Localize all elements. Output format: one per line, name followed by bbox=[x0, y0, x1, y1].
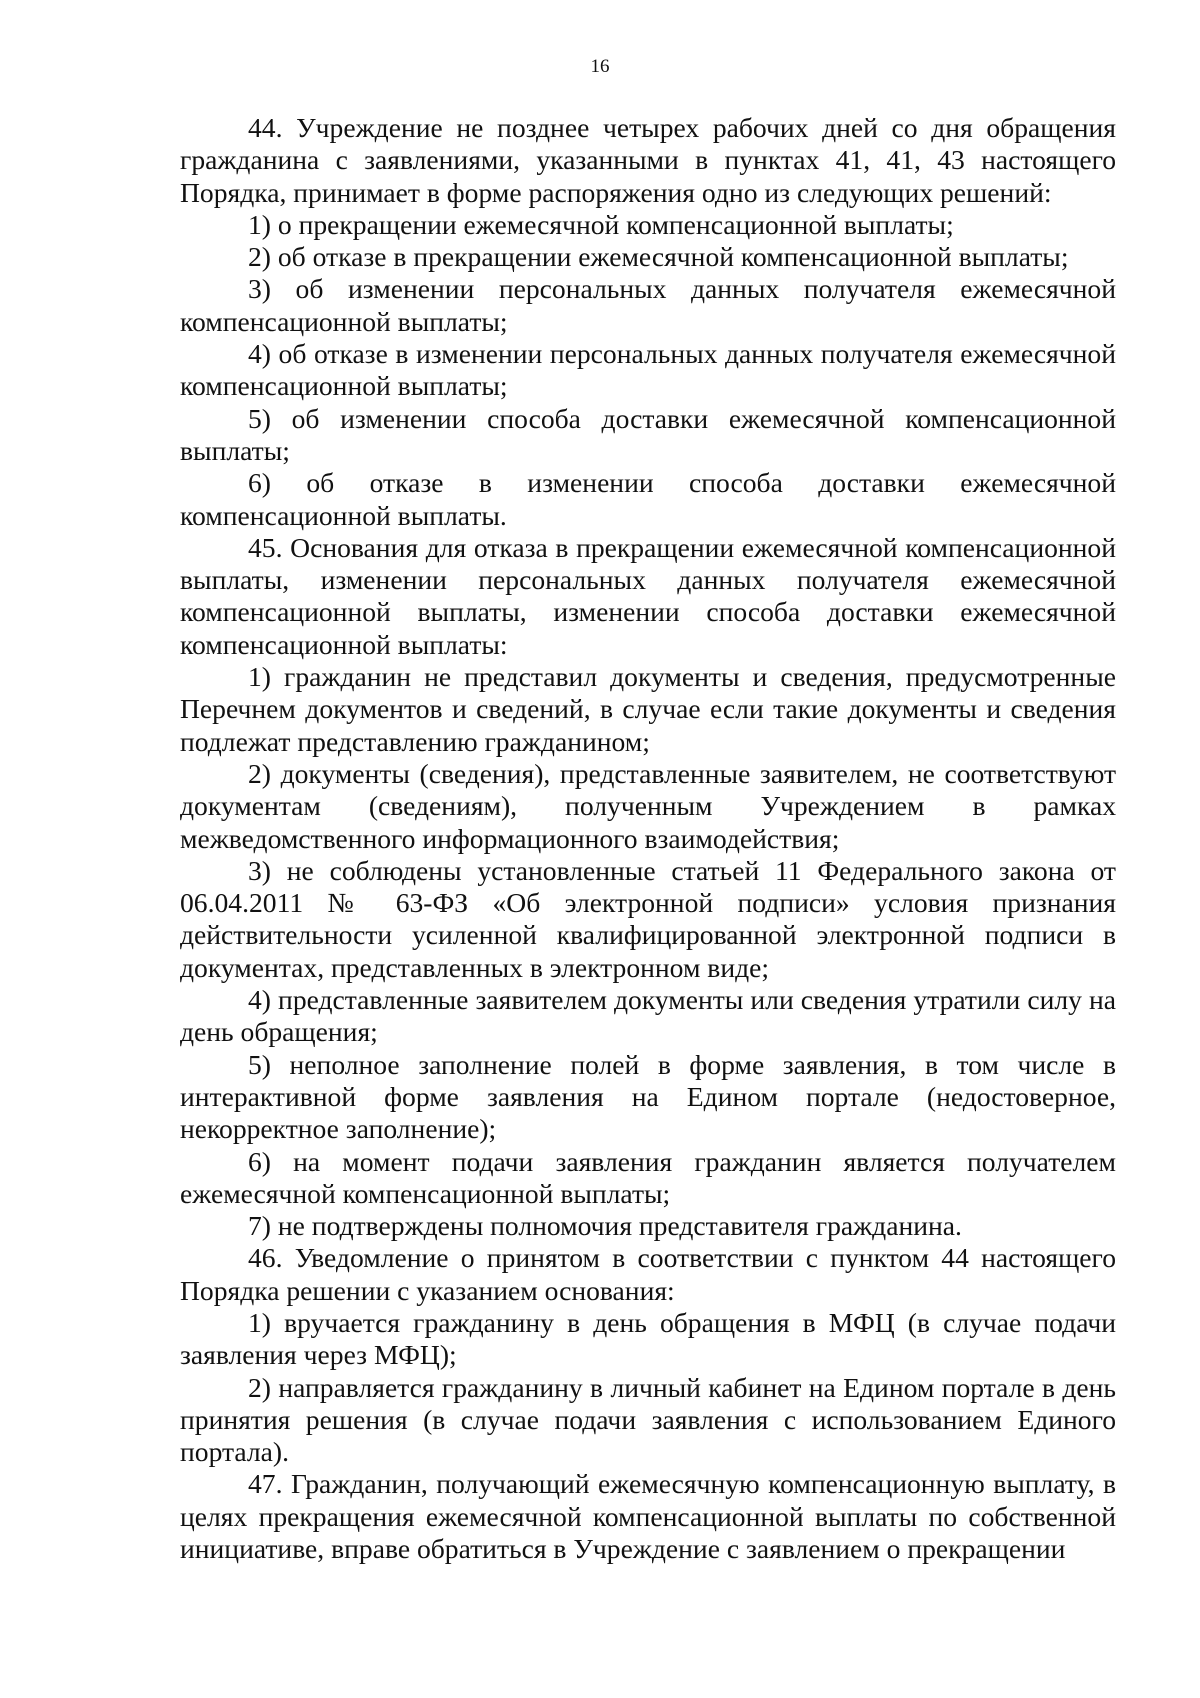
paragraph-45-item-4: 4) представленные заявителем документы или сведения утратили силу на день обращения; bbox=[180, 984, 1116, 1048]
paragraph-44-item-5: 5) об изменении способа доставки ежемесячной компенсационной выплаты; bbox=[180, 402, 1116, 466]
paragraph-46-item-2: 2) направляется гражданину в личный кабинет на Едином портале в день принятия решения (в случае подачи заявления с использованием Единого портала). bbox=[180, 1371, 1116, 1468]
paragraph-44-item-4: 4) об отказе в изменении персональных данных получателя ежемесячной компенсационной выплаты; bbox=[180, 338, 1116, 402]
paragraph-47: 47. Гражданин, получающий ежемесячную компенсационную выплату, в целях прекращения ежемесячной компенсационной выплаты по собственной инициативе, вправе обратиться в Учреждение с заявлением о прекращении bbox=[180, 1468, 1116, 1565]
paragraph-45-item-2: 2) документы (сведения), представленные заявителем, не соответствуют документам (сведениям), полученным Учреждением в рамках межведомственного информационного взаимодействия; bbox=[180, 757, 1116, 854]
paragraph-45-item-3: 3) не соблюдены установленные статьей 11 Федерального закона от 06.04.2011 № 63-ФЗ «Об электронной подписи» условия признания действительности усиленной квалифицированной электронной подписи в документах, представленных в электронном виде; bbox=[180, 854, 1116, 983]
paragraph-44-item-2: 2) об отказе в прекращении ежемесячной компенсационной выплаты; bbox=[248, 241, 1069, 273]
paragraph-45-item-5: 5) неполное заполнение полей в форме заявления, в том числе в интерактивной форме заявления на Едином портале (недостоверное, некорректное заполнение); bbox=[180, 1048, 1116, 1145]
paragraph-44-item-6: 6) об отказе в изменении способа доставки ежемесячной компенсационной выплаты. bbox=[180, 467, 1116, 531]
paragraph-45-item-7: 7) не подтверждены полномочия представителя гражданина. bbox=[248, 1210, 962, 1242]
paragraph-45-item-6: 6) на момент подачи заявления гражданин является получателем ежемесячной компенсационной выплаты; bbox=[180, 1145, 1116, 1209]
paragraph-46-item-1: 1) вручается гражданину в день обращения в МФЦ (в случае подачи заявления через МФЦ); bbox=[180, 1306, 1116, 1371]
paragraph-44: 44. Учреждение не позднее четырех рабочих дней со дня обращения гражданина с заявлениями, указанными в пунктах 41, 41, 43 настоящего Порядка, принимает в форме распоряжения одно из следующих решений: bbox=[180, 112, 1116, 208]
document-body bbox=[180, 112, 1116, 1565]
paragraph-44-item-1: 1) о прекращении ежемесячной компенсационной выплаты; bbox=[248, 208, 954, 240]
paragraph-45-item-1: 1) гражданин не представил документы и сведения, предусмотренные Перечнем документов и сведений, в случае если такие документы и сведения подлежат представлению гражданином; bbox=[180, 661, 1116, 757]
paragraph-44-item-3: 3) об изменении персональных данных получателя ежемесячной компенсационной выплаты; bbox=[180, 273, 1116, 337]
paragraph-45: 45. Основания для отказа в прекращении ежемесячной компенсационной выплаты, изменении персональных данных получателя ежемесячной компенсационной выплаты, изменении способа доставки ежемесячной компенсационной выплаты: bbox=[180, 531, 1116, 660]
page-number: 16 bbox=[590, 56, 610, 77]
paragraph-46: 46. Уведомление о принятом в соответствии с пунктом 44 настоящего Порядка решении с указанием основания: bbox=[180, 1242, 1116, 1306]
